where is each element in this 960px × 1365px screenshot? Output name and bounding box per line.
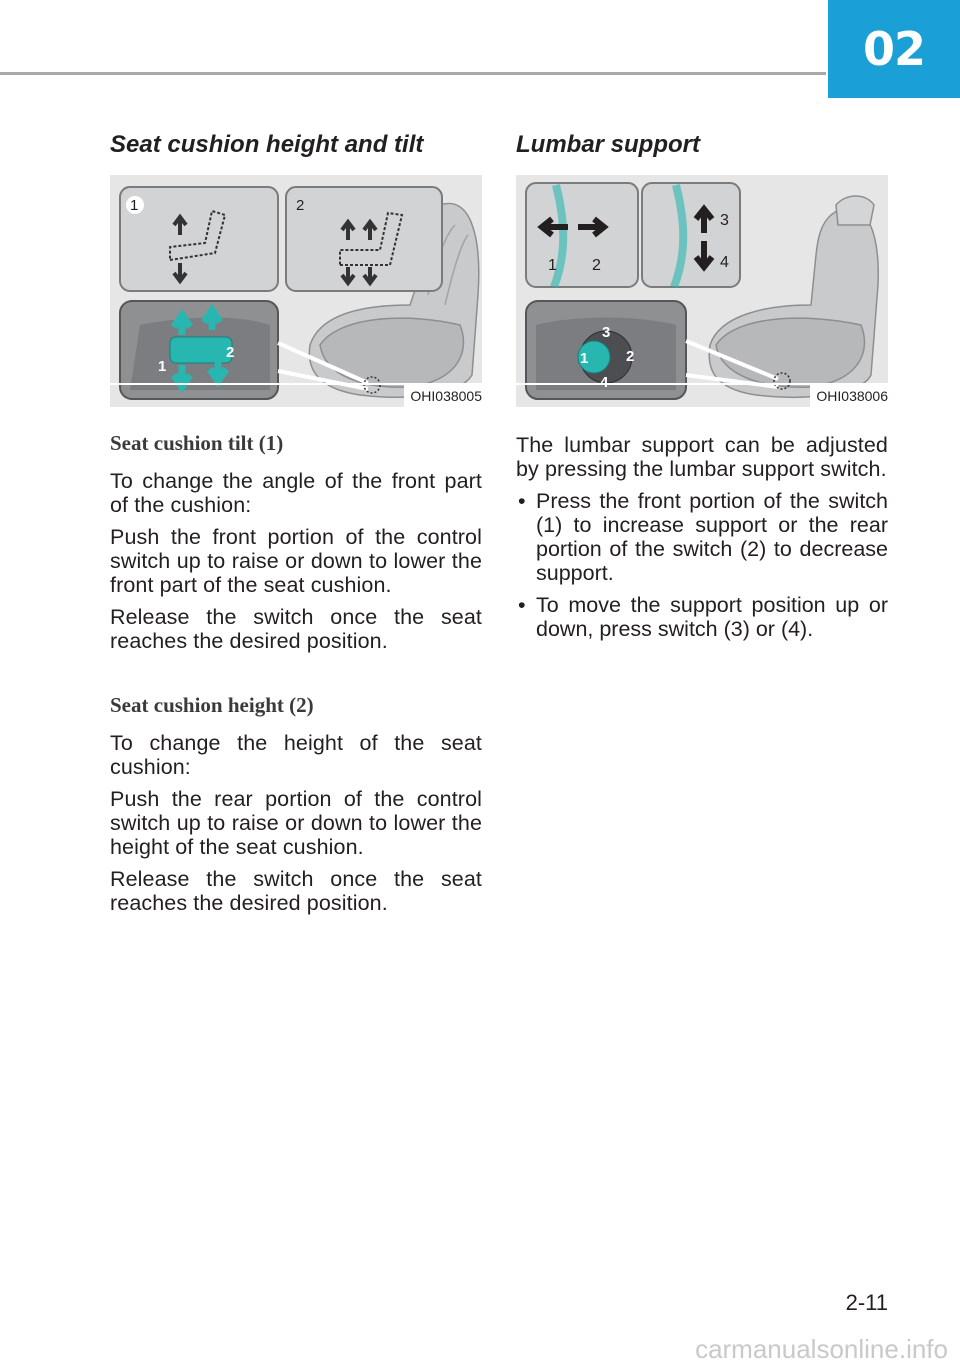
- section-title-seat-cushion: Seat cushion height and tilt: [110, 131, 424, 158]
- watermark: carmanualsonline.info: [695, 1334, 948, 1364]
- bullet-text: Press the front portion of the switch (1) to increase support or the rear portion of the switch (2) to decrease support.: [536, 489, 888, 585]
- seat-cushion-figure: [110, 175, 482, 407]
- callout-switch-1: 1: [158, 358, 167, 375]
- bullet-glyph: •: [518, 593, 526, 617]
- seat-cushion-illustration: [110, 175, 482, 407]
- chapter-number: 02: [862, 22, 925, 76]
- height-inset: [286, 187, 442, 291]
- subsection-height: [110, 691, 482, 915]
- bullet-glyph: •: [518, 489, 526, 513]
- callout-4: 4: [720, 254, 729, 271]
- callout-switch-2: 2: [226, 344, 235, 361]
- callout-switch-2: 2: [626, 348, 635, 365]
- callout-1: 1: [548, 257, 557, 274]
- height-paragraph-2: Push the rear portion of the control switch up to raise or down to lower the height of the seat cushion.: [110, 787, 482, 859]
- lumbar-intro: The lumbar support can be adjusted by pressing the lumbar support switch.: [516, 433, 888, 481]
- header-rule: [0, 72, 826, 75]
- height-paragraph-3: Release the switch once the seat reaches the desired position.: [110, 867, 482, 915]
- subhead-height: Seat cushion height (2): [110, 693, 314, 717]
- callout-switch-1: 1: [580, 350, 589, 367]
- lumbar-inset-1: [526, 183, 638, 287]
- callout-2: 2: [592, 257, 601, 274]
- chapter-tab: [828, 0, 960, 98]
- lumbar-inset-2: [642, 183, 740, 287]
- callout-switch-3: 3: [602, 324, 611, 341]
- figure-code: OHI038006: [810, 385, 888, 407]
- section-title-lumbar: Lumbar support: [516, 131, 700, 158]
- right-column: [516, 128, 888, 641]
- list-item: [516, 593, 888, 641]
- page-number: 2-11: [845, 1290, 888, 1315]
- callout-2: 2: [296, 197, 305, 214]
- lumbar-bullet-list: [516, 489, 888, 641]
- left-column: [110, 128, 482, 915]
- tilt-inset: [120, 187, 278, 291]
- tilt-paragraph-2: Push the front portion of the control switch up to raise or down to lower the front part of the seat cushion.: [110, 525, 482, 597]
- subsection-tilt: [110, 429, 482, 653]
- callout-1: 1: [130, 197, 139, 214]
- tilt-paragraph-3: Release the switch once the seat reaches the desired position.: [110, 605, 482, 653]
- tilt-paragraph-1: To change the angle of the front part of the cushion:: [110, 469, 482, 517]
- callout-3: 3: [720, 212, 729, 229]
- lumbar-illustration: [516, 175, 888, 407]
- height-paragraph-1: To change the height of the seat cushion:: [110, 731, 482, 779]
- figure-code: OHI038005: [404, 385, 482, 407]
- subhead-tilt: Seat cushion tilt (1): [110, 431, 284, 455]
- bullet-text: To move the support position up or down, press switch (3) or (4).: [536, 593, 888, 641]
- list-item: [516, 489, 888, 585]
- lumbar-figure: [516, 175, 888, 407]
